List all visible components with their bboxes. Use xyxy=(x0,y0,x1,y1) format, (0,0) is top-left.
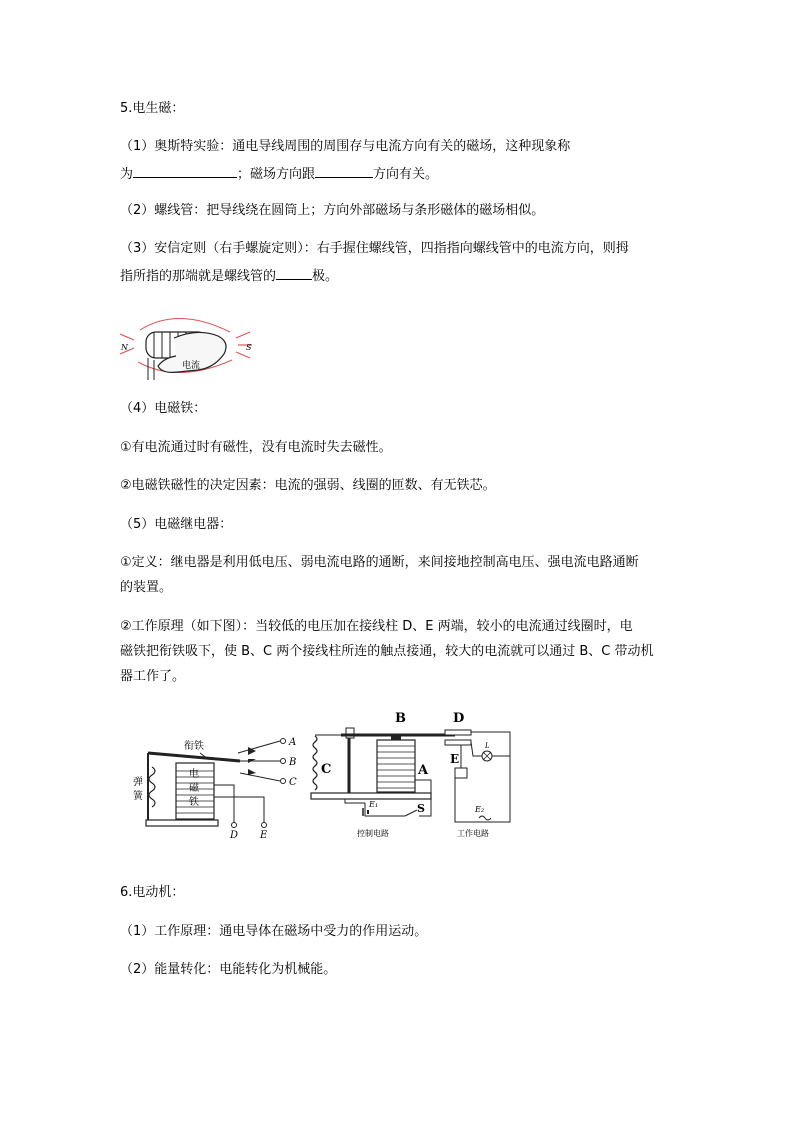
section-5-heading: 5.电生磁： xyxy=(120,101,185,116)
text-segment: 极。 xyxy=(312,269,339,284)
label-c: C xyxy=(289,777,297,788)
circuit-base xyxy=(311,793,431,799)
electromagnet-label-2: 磁 xyxy=(189,783,199,794)
label-e: E xyxy=(450,752,460,766)
fill-blank-1 xyxy=(133,163,237,178)
north-pole-label: N xyxy=(121,343,128,352)
circuit-coil xyxy=(377,740,415,792)
label-e: E xyxy=(260,830,268,840)
paragraph-relay-principle-line2: 磁铁把衔铁吸下，使 B、C 两个接线柱所连的触点接通，较大的电流就可以通过 B、C 带动机 xyxy=(120,644,654,659)
terminal-c xyxy=(281,779,286,784)
coil-core-top xyxy=(391,734,401,740)
contact-c xyxy=(248,769,256,775)
armature-bar xyxy=(148,753,240,761)
terminal-e xyxy=(262,823,267,828)
wire-a xyxy=(238,741,280,753)
label-l: L xyxy=(485,742,490,750)
paragraph-electromagnet: （4）电磁铁： xyxy=(120,401,207,416)
text-segment: 为 xyxy=(120,167,134,182)
south-pole-label: S xyxy=(246,343,252,352)
label-a: A xyxy=(289,737,297,748)
terminal-a xyxy=(281,739,286,744)
paragraph-relay: （5）电磁继电器： xyxy=(120,517,233,532)
paragraph-oersted-line1: （1）奥斯特实验：通电导线周围的周围存与电流方向有关的磁场，这种现象称 xyxy=(120,139,571,154)
paragraph-ampere-rule-line2 xyxy=(120,265,338,286)
wire-e xyxy=(214,797,264,823)
wire-c xyxy=(240,773,280,781)
paragraph-relay-definition-line1: ①定义：继电器是利用低电压、弱电流电路的通断，来间接地控制高电压、强电流电路通断 xyxy=(120,555,639,570)
label-s: S xyxy=(417,802,425,815)
spring-label-2: 簧 xyxy=(133,791,143,802)
label-d: D xyxy=(453,711,465,726)
current-label: 电流 xyxy=(182,361,201,371)
return-spring xyxy=(313,736,317,790)
text-segment: 指所指的那端就是螺线管的 xyxy=(120,269,277,284)
label-b: B xyxy=(395,711,406,726)
section-6-heading: 6.电动机： xyxy=(120,885,185,900)
paragraph-relay-definition-line2: 的装置。 xyxy=(120,580,173,595)
spring-label-1: 弹 xyxy=(133,777,143,788)
fill-blank-3 xyxy=(276,265,312,280)
paragraph-electromagnet-1: ①有电流通过时有磁性，没有电流时失去磁性。 xyxy=(120,440,392,455)
text-segment: 方向有关。 xyxy=(373,167,439,182)
terminal-d xyxy=(232,823,237,828)
base xyxy=(146,820,218,826)
label-e2: E₂ xyxy=(475,805,485,814)
control-circuit-label: 控制电路 xyxy=(357,829,389,838)
paragraph-ampere-rule-line1: （3）安信定则（右手螺旋定则）：右手握住螺线管，四指指向螺线管中的电流方向，则拇 xyxy=(120,241,629,256)
terminal-b xyxy=(281,759,286,764)
text-segment: ；磁场方向跟 xyxy=(237,167,316,182)
relay-structure-figure xyxy=(130,725,300,840)
paragraph-relay-principle-line3: 器工作了。 xyxy=(120,669,186,684)
paragraph-motor-principle: （1）工作原理：通电导体在磁场中受力的作用运动。 xyxy=(120,924,428,939)
label-d: D xyxy=(230,830,239,840)
paragraph-solenoid: （2）螺线管：把导线绕在圆筒上；方向外部磁场与条形磁体的磁场相似。 xyxy=(120,203,545,218)
electromagnet-label-1: 电 xyxy=(189,769,199,780)
paragraph-relay-principle-line1: ②工作原理（如下图）：当较低的电压加在接线柱 D、E 两端，较小的电流通过线圈时，电 xyxy=(120,619,633,634)
wire-d xyxy=(214,785,234,823)
switch xyxy=(405,810,417,816)
upper-contact xyxy=(445,730,471,735)
electromagnet-label-3: 铁 xyxy=(189,797,199,808)
label-c: C xyxy=(321,762,332,777)
ac-source xyxy=(479,816,491,820)
label-b: B xyxy=(289,757,297,768)
armature-label: 衔铁 xyxy=(184,741,204,752)
field-line xyxy=(140,318,230,332)
spring xyxy=(149,767,155,807)
work-circuit-label: 工作电路 xyxy=(457,829,489,838)
paragraph-electromagnet-2: ②电磁铁磁性的决定因素：电流的强弱、线圈的匝数、有无铁芯。 xyxy=(120,478,496,493)
fill-blank-2 xyxy=(315,163,373,178)
relay-circuit-figure xyxy=(305,708,523,845)
right-hand-rule-figure xyxy=(118,308,263,386)
label-e1: E₁ xyxy=(369,800,379,809)
lower-contact xyxy=(445,740,471,745)
label-a: A xyxy=(418,763,429,778)
paragraph-motor-energy: （2）能量转化：电能转化为机械能。 xyxy=(120,962,337,977)
paragraph-oersted-line2 xyxy=(120,163,438,184)
